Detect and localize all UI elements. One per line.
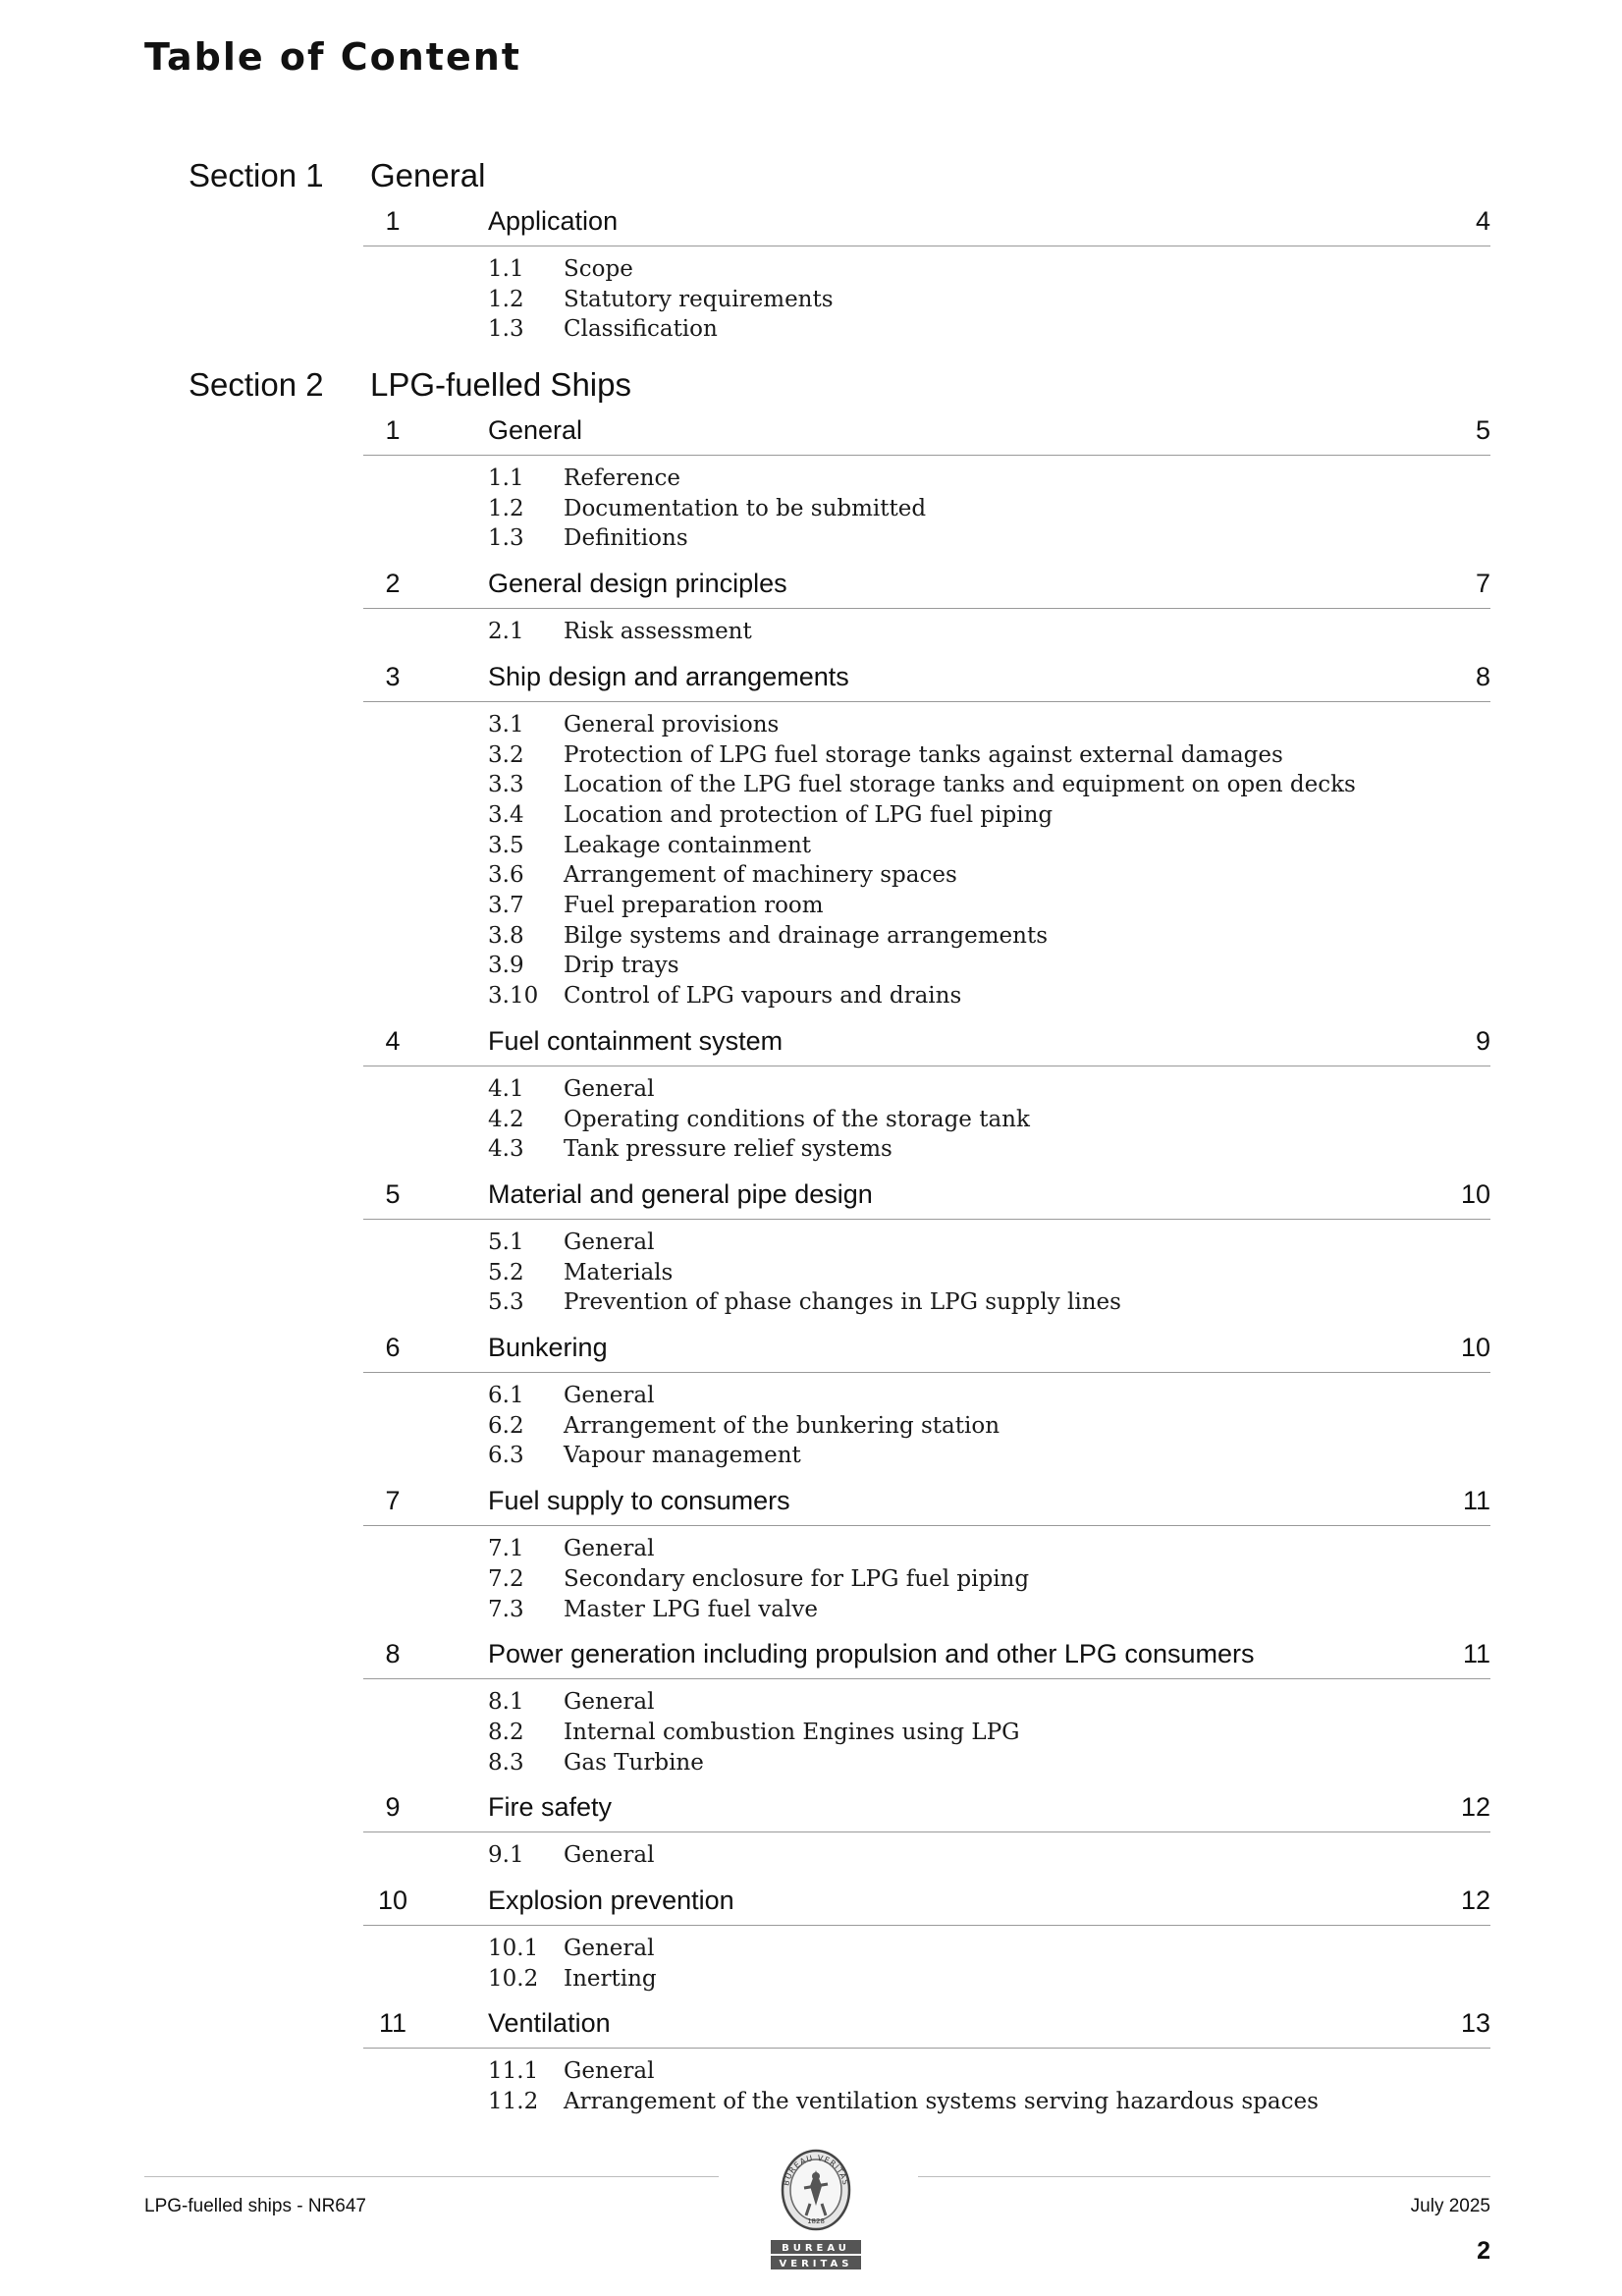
subsection-number: 3.10 — [488, 983, 539, 1010]
chapter-row[interactable] — [363, 202, 1490, 246]
footer-divider-right — [918, 2176, 1490, 2177]
subsection-title: Location of the LPG fuel storage tanks and equipment on open decks — [564, 772, 1356, 798]
subsection-title: Reference — [564, 465, 680, 491]
footer-divider-left — [144, 2176, 719, 2177]
chapter-title: Bunkering — [488, 1333, 608, 1362]
subsection-title: Definitions — [564, 525, 688, 552]
chapter-row[interactable] — [363, 1329, 1490, 1373]
subsection-number: 1.3 — [488, 525, 524, 552]
subsection-number: 3.6 — [488, 862, 524, 889]
section-label: Section 2 — [189, 366, 324, 403]
subsection-item[interactable] — [488, 923, 1048, 953]
subsection-title: General — [564, 1842, 655, 1869]
subsection-number: 6.1 — [488, 1383, 524, 1408]
subsection-item[interactable] — [488, 1689, 654, 1719]
subsection-number: 7.2 — [488, 1565, 524, 1592]
chapter-number: 10 — [377, 1886, 408, 1915]
subsection-item[interactable] — [488, 953, 679, 982]
subsection-number: 3.7 — [488, 893, 524, 918]
subsection-number: 3.9 — [488, 953, 524, 979]
subsection-title: Fuel preparation room — [564, 893, 824, 918]
chapter-title: Fuel supply to consumers — [488, 1486, 790, 1516]
subsection-number: 1.2 — [488, 286, 524, 312]
subsection-title: Inerting — [564, 1965, 657, 1992]
chapter-title: Fire safety — [488, 1792, 613, 1823]
chapter-page-number: 7 — [1475, 569, 1490, 599]
chapter-row[interactable] — [363, 1482, 1490, 1526]
subsection-title: Documentation to be submitted — [564, 495, 927, 521]
subsection-number: 7.3 — [488, 1596, 524, 1622]
subsection-item[interactable] — [488, 772, 1356, 801]
subsection-title: Vapour management — [564, 1443, 801, 1469]
subsection-title: Location and protection of LPG fuel piping — [564, 801, 1054, 828]
subsection-title: General — [564, 1229, 655, 1255]
footer-date: July 2025 — [1410, 2196, 1490, 2216]
chapter-row[interactable] — [363, 411, 1490, 456]
chapter-title: Ship design and arrangements — [488, 661, 849, 691]
subsection-item[interactable] — [488, 316, 718, 346]
subsection-number: 3.3 — [488, 772, 524, 798]
subsection-number: 4.3 — [488, 1136, 524, 1163]
subsection-title: General — [564, 1689, 655, 1716]
subsection-item[interactable] — [488, 862, 957, 892]
subsection-number: 3.1 — [488, 711, 524, 738]
chapter-number: 9 — [385, 1792, 401, 1823]
subsection-title: General — [564, 2058, 655, 2085]
subsection-title: Operating conditions of the storage tank — [564, 1106, 1030, 1132]
chapter-title: Fuel containment system — [488, 1025, 784, 1056]
subsection-number: 1.3 — [488, 316, 524, 343]
subsection-number: 4.1 — [488, 1075, 524, 1102]
chapter-page-number: 13 — [1460, 2008, 1490, 2039]
subsection-item[interactable] — [488, 1842, 654, 1872]
subsection-number: 10.2 — [488, 1965, 539, 1992]
subsection-number: 1.1 — [488, 465, 524, 491]
subsection-title: Scope — [564, 256, 633, 282]
subsection-number: 3.2 — [488, 741, 524, 768]
chapter-row[interactable] — [363, 1175, 1490, 1220]
subsection-item[interactable] — [488, 833, 811, 862]
subsection-title: Materials — [564, 1259, 674, 1285]
chapter-number: 2 — [385, 569, 401, 599]
chapter-title: General design principles — [488, 569, 787, 599]
subsection-title: Secondary enclosure for LPG fuel piping — [564, 1565, 1030, 1592]
subsection-item[interactable] — [488, 1413, 1000, 1443]
subsection-item[interactable] — [488, 712, 779, 741]
subsection-title: General — [564, 1536, 655, 1562]
subsection-number: 10.1 — [488, 1936, 539, 1961]
subsection-number: 5.2 — [488, 1259, 524, 1285]
subsection-item[interactable] — [488, 1536, 654, 1565]
subsection-title: Protection of LPG fuel storage tanks against external damages — [564, 741, 1283, 768]
chapter-page-number: 9 — [1475, 1025, 1490, 1056]
chapter-title: Application — [488, 206, 619, 236]
chapter-title: Power generation including propulsion and other LPG consumers — [488, 1639, 1255, 1669]
chapter-row[interactable] — [363, 658, 1490, 702]
subsection-item[interactable] — [488, 525, 688, 555]
chapter-number: 3 — [385, 661, 401, 691]
subsection-number: 4.2 — [488, 1106, 524, 1132]
subsection-number: 3.8 — [488, 922, 524, 949]
subsection-number: 3.4 — [488, 801, 524, 828]
subsection-number: 8.1 — [488, 1689, 524, 1716]
subsection-item[interactable] — [488, 1966, 657, 1995]
subsection-item[interactable] — [488, 802, 1053, 832]
subsection-title: Arrangement of the bunkering station — [564, 1412, 1000, 1439]
subsection-title: Tank pressure relief systems — [564, 1136, 892, 1163]
subsection-number: 9.1 — [488, 1842, 524, 1869]
subsection-number: 8.3 — [488, 1749, 524, 1776]
subsection-item[interactable] — [488, 1136, 892, 1166]
subsection-item[interactable] — [488, 1289, 1121, 1319]
subsection-number: 6.2 — [488, 1412, 524, 1439]
subsection-title: Master LPG fuel valve — [564, 1596, 818, 1622]
subsection-title: Leakage containment — [564, 832, 812, 858]
subsection-number: 8.2 — [488, 1719, 524, 1745]
svg-text:1828: 1828 — [807, 2217, 825, 2225]
subsection-title: Statutory requirements — [564, 286, 834, 312]
chapter-page-number: 12 — [1460, 1886, 1490, 1915]
svg-text:BUREAU: BUREAU — [782, 2243, 850, 2254]
page-title: Table of Content — [144, 35, 521, 79]
chapter-row[interactable] — [363, 2004, 1490, 2049]
chapter-number: 7 — [385, 1486, 401, 1516]
subsection-item[interactable] — [488, 1750, 704, 1779]
subsection-title: Classification — [564, 316, 718, 343]
chapter-row[interactable] — [363, 1635, 1490, 1679]
chapter-number: 1 — [385, 415, 401, 445]
subsection-title: General — [564, 1383, 655, 1408]
subsection-item[interactable] — [488, 1720, 1020, 1749]
subsection-item[interactable] — [488, 1260, 673, 1289]
subsection-item[interactable] — [488, 287, 834, 316]
subsection-item[interactable] — [488, 1230, 654, 1259]
chapter-title: Explosion prevention — [488, 1886, 734, 1915]
chapter-page-number: 10 — [1460, 1333, 1490, 1362]
subsection-title: General — [564, 1075, 655, 1102]
footer-document-name: LPG-fuelled ships - NR647 — [144, 2196, 366, 2216]
chapter-page-number: 4 — [1475, 206, 1490, 236]
subsection-number: 11.2 — [488, 2089, 539, 2115]
subsection-item[interactable] — [488, 496, 926, 525]
subsection-item[interactable] — [488, 742, 1283, 772]
subsection-number: 5.1 — [488, 1229, 524, 1255]
subsection-title: Gas Turbine — [564, 1749, 704, 1776]
subsection-number: 1.2 — [488, 495, 524, 521]
subsection-number: 2.1 — [488, 619, 524, 645]
subsection-item[interactable] — [488, 1107, 1030, 1136]
subsection-item[interactable] — [488, 1076, 654, 1106]
page-number: 2 — [1477, 2237, 1490, 2265]
subsection-number: 11.1 — [488, 2058, 539, 2085]
subsection-title: Bilge systems and drainage arrangements — [564, 922, 1048, 949]
chapter-number: 5 — [385, 1178, 401, 1209]
subsection-item[interactable] — [488, 619, 752, 648]
subsection-item[interactable] — [488, 983, 961, 1012]
chapter-page-number: 5 — [1475, 415, 1490, 445]
subsection-title: Prevention of phase changes in LPG supply lines — [564, 1289, 1121, 1316]
section-title: LPG-fuelled Ships — [370, 366, 631, 403]
subsection-item[interactable] — [488, 256, 633, 286]
svg-text:BUREAU VERITAS: BUREAU VERITAS — [782, 2153, 850, 2187]
subsection-item[interactable] — [488, 1566, 1029, 1596]
chapter-title: General — [488, 415, 583, 445]
section-title: General — [370, 157, 486, 193]
subsection-title: General — [564, 1936, 655, 1961]
subsection-title: Internal combustion Engines using LPG — [564, 1719, 1020, 1745]
section-label: Section 1 — [189, 157, 324, 193]
subsection-title: Control of LPG vapours and drains — [564, 983, 962, 1010]
chapter-row[interactable] — [363, 565, 1490, 609]
subsection-item[interactable] — [488, 1443, 801, 1472]
subsection-number: 6.3 — [488, 1443, 524, 1469]
chapter-row[interactable] — [363, 1882, 1490, 1926]
chapter-page-number: 11 — [1462, 1639, 1490, 1669]
chapter-row[interactable] — [363, 1022, 1490, 1066]
subsection-item[interactable] — [488, 1383, 654, 1412]
subsection-number: 5.3 — [488, 1289, 524, 1316]
bureau-veritas-logo — [767, 2147, 865, 2272]
chapter-number: 1 — [385, 206, 401, 236]
chapter-number: 6 — [385, 1333, 401, 1362]
chapter-page-number: 11 — [1462, 1486, 1490, 1516]
subsection-title: Arrangement of the ventilation systems serving hazardous spaces — [564, 2089, 1319, 2115]
subsection-number: 7.1 — [488, 1536, 524, 1562]
subsection-item[interactable] — [488, 1936, 654, 1965]
subsection-title: Risk assessment — [564, 619, 752, 645]
subsection-title: General provisions — [564, 711, 780, 738]
chapter-row[interactable] — [363, 1788, 1490, 1832]
subsection-item[interactable] — [488, 2058, 654, 2088]
chapter-page-number: 8 — [1475, 661, 1490, 691]
chapter-number: 11 — [378, 2008, 407, 2039]
chapter-number: 4 — [385, 1025, 401, 1056]
subsection-title: Arrangement of machinery spaces — [564, 862, 957, 889]
svg-text:VERITAS: VERITAS — [779, 2259, 853, 2269]
chapter-page-number: 10 — [1460, 1178, 1490, 1209]
subsection-item[interactable] — [488, 2089, 1319, 2118]
subsection-item[interactable] — [488, 1597, 818, 1626]
chapter-page-number: 12 — [1460, 1792, 1490, 1823]
subsection-title: Drip trays — [564, 953, 679, 979]
subsection-item[interactable] — [488, 893, 824, 922]
subsection-number: 1.1 — [488, 256, 524, 282]
chapter-title: Material and general pipe design — [488, 1178, 873, 1209]
chapter-title: Ventilation — [488, 2008, 611, 2039]
chapter-number: 8 — [385, 1639, 401, 1669]
subsection-item[interactable] — [488, 465, 680, 495]
subsection-number: 3.5 — [488, 832, 524, 858]
